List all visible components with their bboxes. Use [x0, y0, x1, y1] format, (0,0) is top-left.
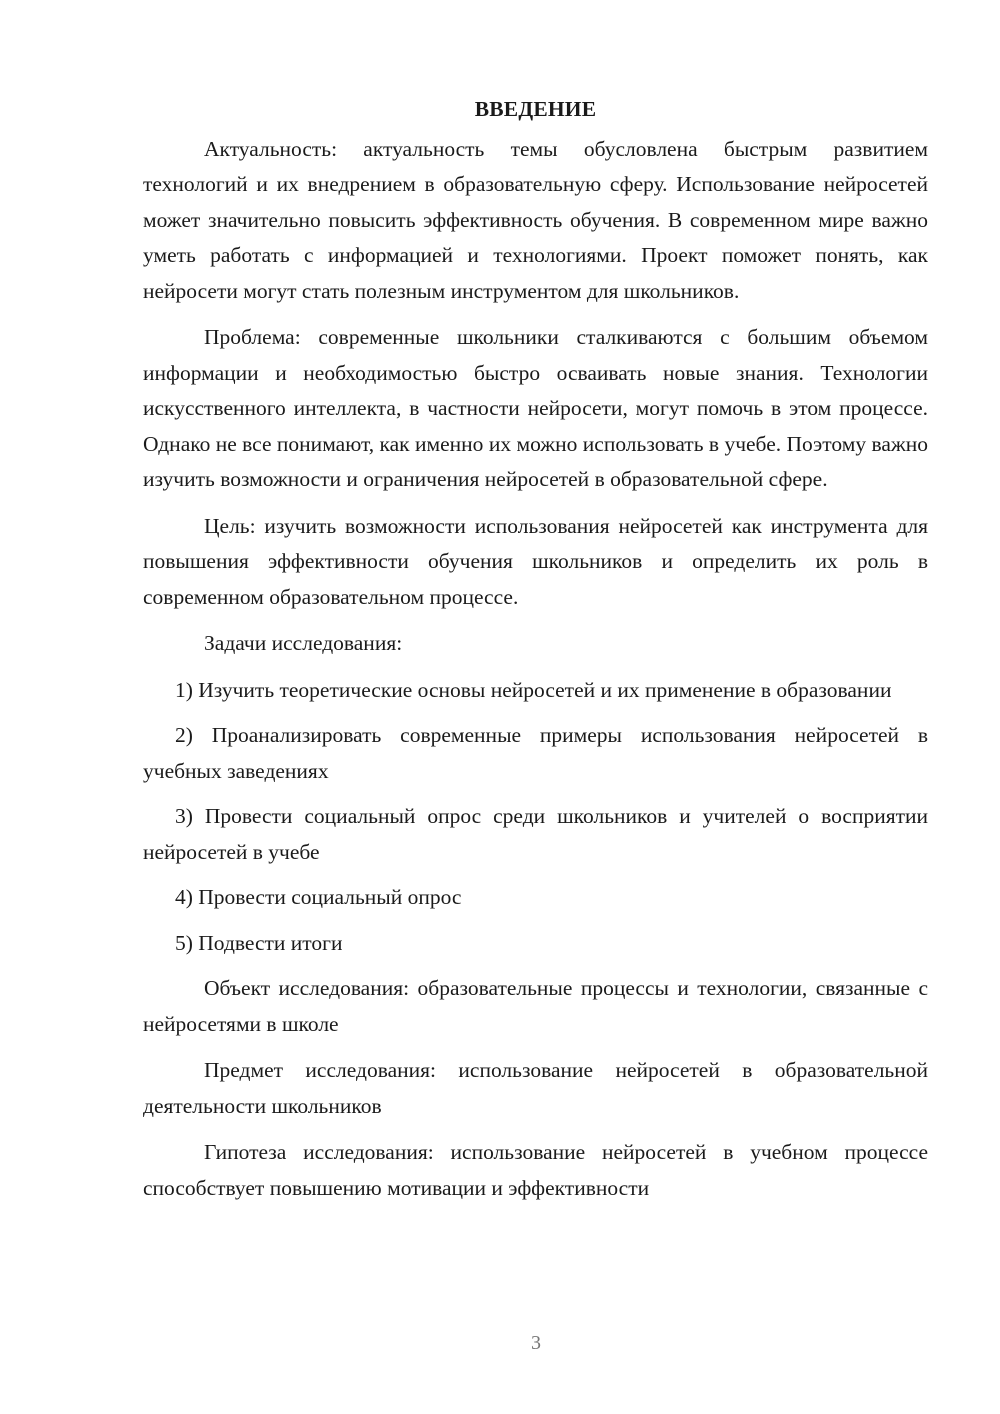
list-item: 4) Провести социальный опрос [175, 885, 462, 909]
object-paragraph: Объект исследования: образовательные процессы и технологии, связанные с нейросетями в школе [143, 976, 928, 1036]
page-title: ВВЕДЕНИЕ [474, 97, 597, 121]
list-item: 5) Подвести итоги [175, 930, 343, 955]
relevance-paragraph: Актуальность: актуальность темы обусловлена быстрым развитием технологий и их внедрением в образовательную сферу. Использование нейросетей может значительно повысить эффективность обучения. В современном мире важно уметь работать с информацией и технологиями. Проект поможет понять, как нейросети могут стать полезным инструментом для школьников. [143, 136, 928, 303]
list-item: 3) Провести социальный опрос среди школьников и учителей о восприятии нейросетей в учебе [143, 804, 928, 864]
problem-paragraph: Проблема: современные школьники сталкиваются с большим объемом информации и необходимостью быстро осваивать новые знания. Технологии искусственного интеллекта, в частности нейросети, могут помочь в этом процессе. Однако не все понимают, как именно их можно использовать в учебе. Поэтому важно изучить возможности и ограничения нейросетей в образовательной сфере. [143, 325, 928, 491]
goal-paragraph: Цель: изучить возможности использования нейросетей как инструмента для повышения эффективности обучения школьников и определить их роль в современном образовательном процессе. [143, 513, 928, 609]
tasks-list [143, 673, 928, 962]
page-content [143, 92, 928, 1206]
subject-paragraph: Предмет исследования: использование нейросетей в образовательной деятельности школьников [143, 1058, 928, 1118]
list-item: 2) Проанализировать современные примеры использования нейросетей в учебных заведениях [143, 723, 928, 783]
page-number: 3 [531, 1332, 541, 1354]
tasks-heading: Задачи исследования: [204, 631, 403, 655]
hypothesis-paragraph: Гипотеза исследования: использование нейросетей в учебном процессе способствует повышению мотивации и эффективности [143, 1140, 928, 1200]
list-item: 1) Изучить теоретические основы нейросетей и их применение в образовании [175, 677, 892, 702]
